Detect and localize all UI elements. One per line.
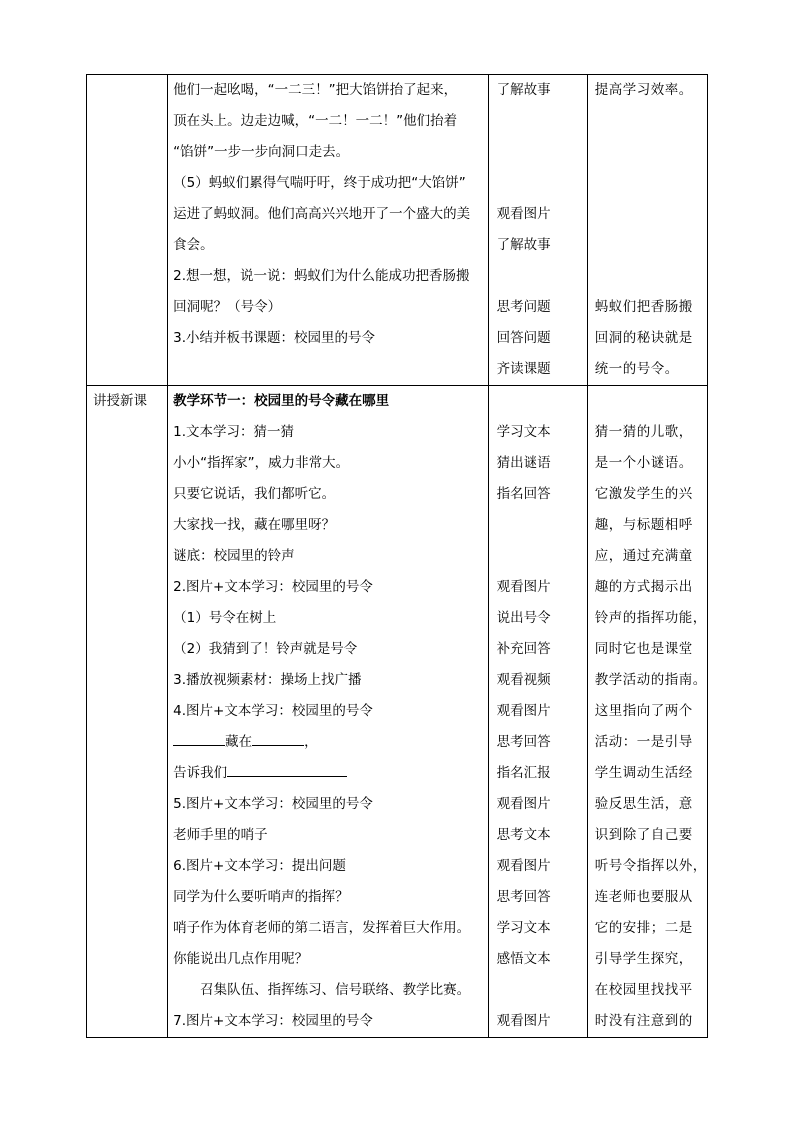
activity-line: 思考回答	[496, 734, 551, 750]
activity-line: 学习文本	[496, 920, 551, 936]
content-line: 同学为什么要听哨声的指挥？	[173, 889, 349, 905]
intent-line: 连老师也要服从	[594, 889, 693, 905]
table-row	[87, 386, 708, 1038]
intent-line	[588, 386, 707, 417]
activity-line: 观看图片	[496, 796, 551, 812]
design-intent-cell	[587, 75, 707, 386]
intent-line: 它激发学生的兴	[594, 486, 693, 502]
activity-line: 说出号令	[496, 610, 551, 626]
section-heading: 教学环节一：校园里的号令藏在哪里	[173, 393, 390, 409]
content-line: （5）蚂蚁们累得气喘吁吁，终于成功把“大馅饼”	[173, 175, 466, 191]
content-line: （2）我猜到了！铃声就是号令	[173, 641, 358, 657]
student-activity-cell	[488, 386, 587, 1038]
content-line: 你能说出几点作用呢？	[173, 951, 309, 967]
activity-line: 指名回答	[496, 486, 551, 502]
intent-line: 提高学习效率。	[594, 82, 693, 98]
content-line: 哨子作为体育老师的第二语言，发挥着巨大作用。	[173, 920, 471, 936]
intent-line	[588, 199, 707, 230]
content-line: 食会。	[173, 237, 214, 253]
activity-line	[489, 975, 587, 1006]
fill-blank-line	[168, 758, 488, 789]
design-intent-cell	[587, 386, 707, 1038]
intent-line: 在校园里找找平	[594, 982, 693, 998]
activity-line: 观看图片	[496, 579, 551, 595]
content-line: 5.图片+文本学习：校园里的号令	[173, 796, 373, 812]
intent-line: 这里指向了两个	[594, 703, 693, 719]
intent-line	[588, 106, 707, 137]
activity-line: 指名汇报	[496, 765, 551, 781]
intent-line: 回洞的秘诀就是	[594, 330, 693, 346]
intent-line: 应，通过充满童	[594, 548, 693, 564]
activity-line: 学习文本	[496, 424, 551, 440]
content-line: 大家找一找，藏在哪里呀？	[173, 517, 336, 533]
activity-line: 观看图片	[496, 206, 551, 222]
intent-line: 引导学生探究，	[594, 951, 693, 967]
fill-blank-text: 藏在	[225, 734, 253, 750]
content-line: 2.图片+文本学习：校园里的号令	[173, 579, 373, 595]
intent-line: 趣，与标题相呼	[594, 517, 693, 533]
lesson-plan-table	[86, 74, 708, 1038]
activity-line: 思考问题	[496, 299, 551, 315]
activity-line	[489, 386, 587, 417]
fill-blank-text: 告诉我们	[173, 765, 228, 781]
blank-underline	[227, 758, 347, 777]
content-line: 4.图片+文本学习：校园里的号令	[173, 703, 373, 719]
content-line: 7.图片+文本学习：校园里的号令	[173, 1013, 373, 1029]
intent-line: 统一的号令。	[594, 361, 679, 377]
activity-line: 了解故事	[496, 237, 551, 253]
content-line: 小小“指挥家”，威力非常大。	[173, 455, 350, 471]
intent-line: 趣的方式揭示出	[594, 579, 693, 595]
fill-blank-line	[168, 727, 488, 758]
activity-line	[489, 541, 587, 572]
intent-line: 蚂蚁们把香肠搬	[594, 299, 693, 315]
content-line: 6.图片+文本学习：提出问题	[173, 858, 346, 874]
content-line: （1）号令在树上	[173, 610, 277, 626]
activity-line: 补充回答	[496, 641, 551, 657]
intent-line: 听号令指挥以外，	[594, 858, 707, 874]
intent-line: 时没有注意到的	[594, 1013, 693, 1029]
fill-blank-punct: ，	[304, 734, 318, 750]
intent-line: 验反思生活，意	[594, 796, 693, 812]
intent-line: 是一个小谜语。	[594, 455, 693, 471]
content-cell	[168, 75, 489, 386]
content-line: 3.小结并板书课题：校园里的号令	[173, 330, 376, 346]
section-cell	[87, 386, 168, 1038]
content-line: 顶在头上。边走边喊，“一二！一二！”他们抬着	[173, 113, 458, 129]
blank-underline	[173, 727, 225, 746]
activity-line: 观看图片	[496, 1013, 551, 1029]
intent-line	[588, 168, 707, 199]
activity-line: 感悟文本	[496, 951, 551, 967]
activity-line: 猜出谜语	[496, 455, 551, 471]
table-row	[87, 75, 708, 386]
intent-line: 猜一猜的儿歌，	[594, 424, 693, 440]
activity-line: 了解故事	[496, 82, 551, 98]
intent-line: 同时它也是课堂	[594, 641, 693, 657]
intent-line	[588, 137, 707, 168]
activity-line	[489, 261, 587, 292]
content-line: 只要它说话，我们都听它。	[173, 486, 336, 502]
activity-line: 观看图片	[496, 703, 551, 719]
intent-line: 识到除了自己要	[594, 827, 693, 843]
intent-line	[588, 261, 707, 292]
activity-line: 观看图片	[496, 858, 551, 874]
intent-line: 铃声的指挥功能，	[594, 610, 707, 626]
activity-line	[489, 168, 587, 199]
content-line: 运进了蚂蚁洞。他们高高兴兴地开了一个盛大的美	[173, 206, 471, 222]
activity-line: 回答问题	[496, 330, 551, 346]
section-cell	[87, 75, 168, 386]
intent-line	[588, 230, 707, 261]
activity-line: 观看视频	[496, 672, 551, 688]
intent-line: 它的安排；二是	[594, 920, 693, 936]
content-line: 召集队伍、指挥练习、信号联络、教学比赛。	[200, 982, 471, 998]
content-line: 2.想一想，说一说：蚂蚁们为什么能成功把香肠搬	[173, 268, 470, 284]
activity-line: 思考回答	[496, 889, 551, 905]
content-line: 回洞呢？（号令）	[173, 299, 282, 315]
blank-underline	[252, 727, 304, 746]
content-line: “馅饼”一步一步向洞口走去。	[173, 144, 350, 160]
content-line: 他们一起吆喝，“一二三！”把大馅饼抬了起来，	[173, 82, 458, 98]
activity-line: 齐读课题	[496, 361, 551, 377]
section-label: 讲授新课	[93, 393, 147, 409]
content-line: 1.文本学习：猜一猜	[173, 424, 295, 440]
content-line: 3.播放视频素材：操场上找广播	[173, 672, 362, 688]
activity-line	[489, 137, 587, 168]
activity-line	[489, 106, 587, 137]
content-line: 谜底：校园里的铃声	[173, 548, 295, 564]
intent-line: 活动：一是引导	[594, 734, 693, 750]
intent-line: 教学活动的指南。	[594, 672, 707, 688]
student-activity-cell	[488, 75, 587, 386]
activity-line	[489, 510, 587, 541]
intent-line: 学生调动生活经	[594, 765, 693, 781]
content-line: 老师手里的哨子	[173, 827, 268, 843]
content-cell	[168, 386, 489, 1038]
activity-line: 思考文本	[496, 827, 551, 843]
